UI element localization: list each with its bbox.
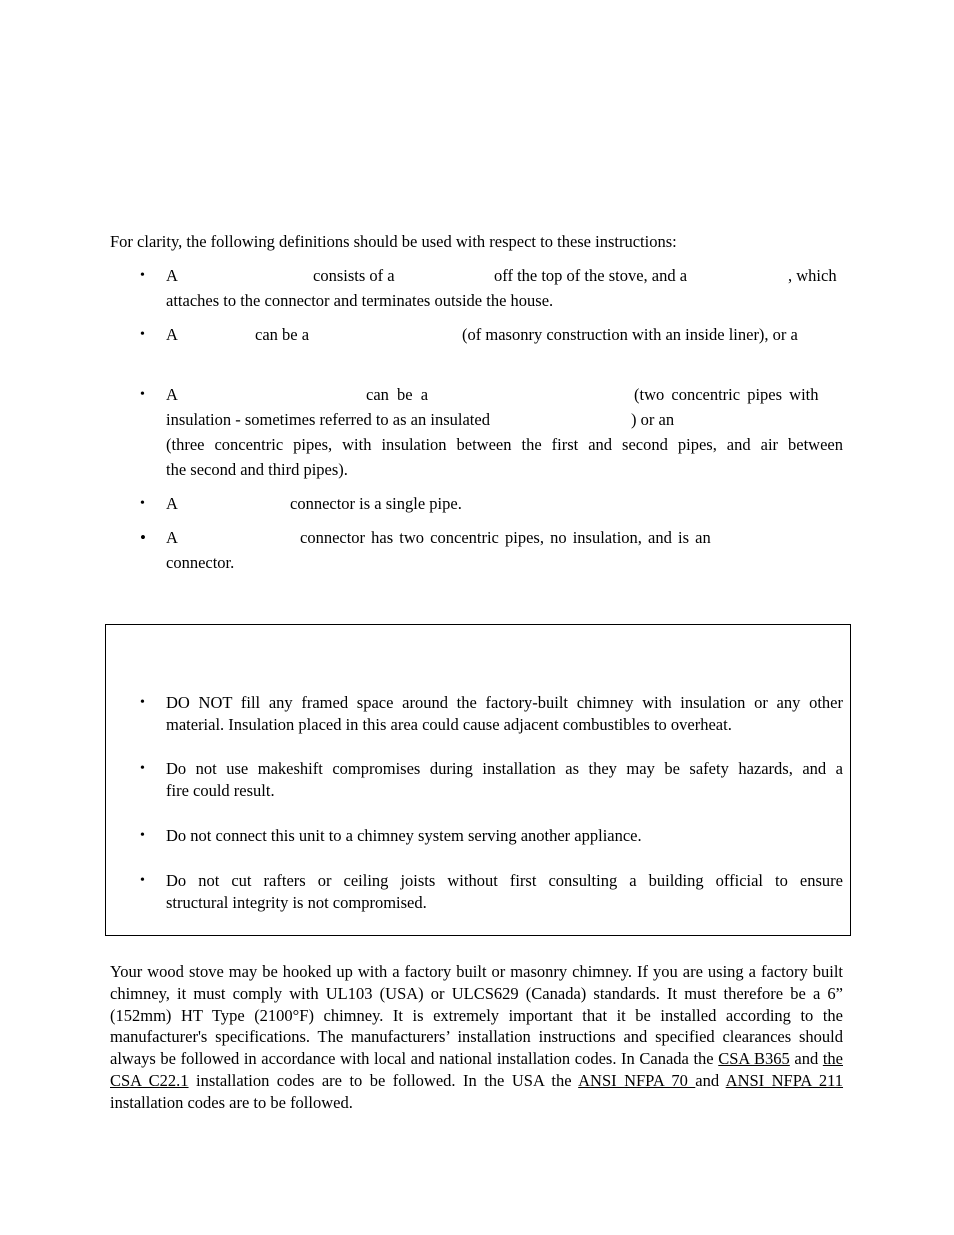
link-csa-c22-1[interactable]: the CSA C22.1 bbox=[110, 1049, 843, 1090]
bullet-icon: • bbox=[140, 828, 145, 843]
paragraph-text: and bbox=[789, 1049, 823, 1069]
bullet-icon: • bbox=[140, 496, 145, 511]
warning-text: Do not use makeshift compromises during installation as they may be safety hazards, and a bbox=[166, 759, 843, 778]
bullet-icon: • bbox=[140, 873, 145, 888]
chimney-paragraph bbox=[110, 961, 843, 1114]
def-text: A bbox=[166, 494, 178, 513]
link-nfpa-70[interactable]: ANSI NFPA 70 bbox=[578, 1070, 696, 1090]
bullet-icon: • bbox=[140, 695, 145, 710]
def-text: (three concentric pipes, with insulation between the first and second pipes, and air between bbox=[166, 435, 843, 454]
def-text: can be a bbox=[366, 385, 429, 404]
warning-text: DO NOT fill any framed space around the factory-built chimney with insulation or any other bbox=[166, 693, 843, 712]
intro-text: For clarity, the following definitions should be used with respect to these instructions: bbox=[110, 232, 677, 251]
bullet-icon: • bbox=[140, 268, 145, 283]
def-text: A bbox=[166, 528, 178, 547]
warning-text: fire could result. bbox=[166, 781, 275, 800]
def-text: off the top of the stove, and a bbox=[494, 266, 688, 285]
paragraph-text: and bbox=[695, 1070, 726, 1090]
link-nfpa-211[interactable]: ANSI NFPA 211 bbox=[725, 1070, 844, 1090]
bullet-icon: • bbox=[140, 327, 145, 342]
def-text: connector. bbox=[166, 553, 235, 572]
def-text: can be a bbox=[255, 325, 310, 344]
warning-text: Do not cut rafters or ceiling joists without first consulting a building official to ensure bbox=[166, 871, 843, 890]
def-text: A bbox=[166, 385, 178, 404]
def-text: connector has two concentric pipes, no insulation, and is an bbox=[300, 528, 711, 547]
def-text: (of masonry construction with an inside liner), or a bbox=[462, 325, 798, 344]
link-csa-b365[interactable]: CSA B365 bbox=[718, 1049, 790, 1069]
bullet-icon: • bbox=[140, 528, 146, 547]
paragraph-text: Your wood stove may be hooked up with a factory built or masonry chimney. If you are using a factory built chimney, it must comply with UL103 (USA) or ULCS629 (Canada) standards. It must therefore be a 6” (152mm) HT Type (2100°F) chimney. It is extremely important that it be installed according to the manufacturer's specifications. The manufacturers’ installation instructions and specified clearances should always be followed in accordance with local and national installation codes. In Canada the bbox=[110, 962, 843, 1069]
def-text: A bbox=[166, 266, 178, 285]
def-text: insulation - sometimes referred to as an insulated bbox=[166, 410, 490, 429]
paragraph-text: installation codes are to be followed. In the USA the bbox=[188, 1070, 579, 1090]
def-text: (two concentric pipes with bbox=[634, 385, 819, 404]
bullet-icon: • bbox=[140, 387, 145, 402]
warning-text: Do not connect this unit to a chimney system serving another appliance. bbox=[166, 826, 642, 845]
def-text: , which bbox=[788, 266, 837, 285]
def-text: ) or an bbox=[631, 410, 675, 429]
bullet-icon: • bbox=[140, 761, 145, 776]
def-text: consists of a bbox=[313, 266, 395, 285]
paragraph-text: installation codes are to be followed. bbox=[110, 1092, 353, 1112]
def-text: A bbox=[166, 325, 178, 344]
warning-text: material. Insulation placed in this area could cause adjacent combustibles to overheat. bbox=[166, 715, 732, 734]
def-text: connector is a single pipe. bbox=[290, 494, 462, 513]
def-text: the second and third pipes). bbox=[166, 460, 348, 479]
def-text: attaches to the connector and terminates outside the house. bbox=[166, 291, 554, 310]
warning-text: structural integrity is not compromised. bbox=[166, 893, 427, 912]
